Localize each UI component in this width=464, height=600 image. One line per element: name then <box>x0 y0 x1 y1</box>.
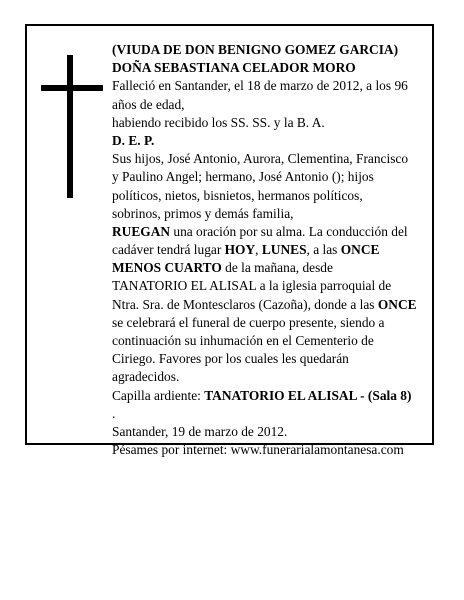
bold-text: (VIUDA DE DON BENIGNO GOMEZ GARCIA) <box>112 42 399 57</box>
text: Falleció en Santander, el 18 de marzo de 2012, a los 96 <box>112 78 408 94</box>
notice-line <box>112 59 427 77</box>
text: años de edad, <box>112 96 185 112</box>
bold-text: DOÑA SEBASTIANA CELADOR MORO <box>112 60 356 76</box>
text: , <box>255 242 262 258</box>
notice-line <box>112 168 427 186</box>
text: sobrinos, primos y demás familia, <box>112 205 294 221</box>
bold-text: D. E. P. <box>112 132 155 148</box>
notice-line <box>112 350 427 368</box>
notice-line <box>112 150 427 168</box>
bold-text: ONCE <box>377 296 417 312</box>
text: agradecidos. <box>112 369 180 385</box>
text: cadáver tendrá lugar <box>112 242 225 258</box>
notice-line <box>112 41 427 59</box>
text: continuación su inhumación en el Cementerio de <box>112 333 374 348</box>
notice-line <box>112 441 427 459</box>
text: se celebrará el funeral de cuerpo presente, siendo a <box>112 314 385 330</box>
bold-text: LUNES <box>261 242 307 258</box>
obituary-notice <box>25 24 434 458</box>
notice-line <box>112 77 427 95</box>
notice-line <box>112 259 427 277</box>
text: y Paulino Angel; hermano, José Antonio (); hijos <box>112 169 374 185</box>
text: TANATORIO EL ALISAL a la iglesia parroquial de <box>112 278 392 294</box>
notice-line <box>112 132 427 150</box>
text: Sus hijos, José Antonio, Aurora, Clementina, Francisco <box>112 151 409 167</box>
cross-icon <box>41 55 103 198</box>
bold-text: HOY <box>224 242 256 258</box>
notice-line <box>112 405 427 423</box>
text: Capilla ardiente: <box>112 387 205 403</box>
text: políticos, nietos, bisnietos, hermanos políticos, <box>112 187 363 203</box>
text: Ntra. Sra. de Montesclaros (Cazoña), donde a las <box>112 296 378 312</box>
notice-line <box>112 187 427 205</box>
notice-line <box>112 96 427 114</box>
notice-line <box>112 368 427 386</box>
cross-horizontal-bar <box>41 85 103 91</box>
notice-line <box>112 423 427 441</box>
text: . <box>112 405 116 421</box>
notice-line <box>112 387 427 405</box>
notice-line <box>112 314 427 332</box>
notice-line <box>112 205 427 223</box>
bold-text: RUEGAN <box>112 223 171 239</box>
text: Santander, 19 de marzo de 2012. <box>112 423 288 439</box>
notice-line <box>112 277 427 295</box>
notice-line <box>112 241 427 259</box>
cross-vertical-bar <box>67 55 73 198</box>
text: Pésames por internet: www.funerarialamontanesa.com <box>112 442 404 458</box>
text: Ciriego. Favores por los cuales les quedarán <box>112 351 349 367</box>
text: de la mañana, desde <box>221 260 333 276</box>
notice-line <box>112 296 427 314</box>
bold-text: TANATORIO EL ALISAL - (Sala 8) <box>204 387 412 403</box>
notice-line <box>112 332 427 350</box>
notice-line <box>112 223 427 241</box>
notice-text <box>112 41 427 459</box>
notice-line <box>112 114 427 132</box>
text: una oración por su alma. La conducción del <box>170 223 408 239</box>
bold-text: MENOS CUARTO <box>112 260 222 276</box>
text: habiendo recibido los SS. SS. y la B. A. <box>112 114 325 130</box>
bold-text: ONCE <box>340 242 380 258</box>
text: , a las <box>306 242 341 258</box>
